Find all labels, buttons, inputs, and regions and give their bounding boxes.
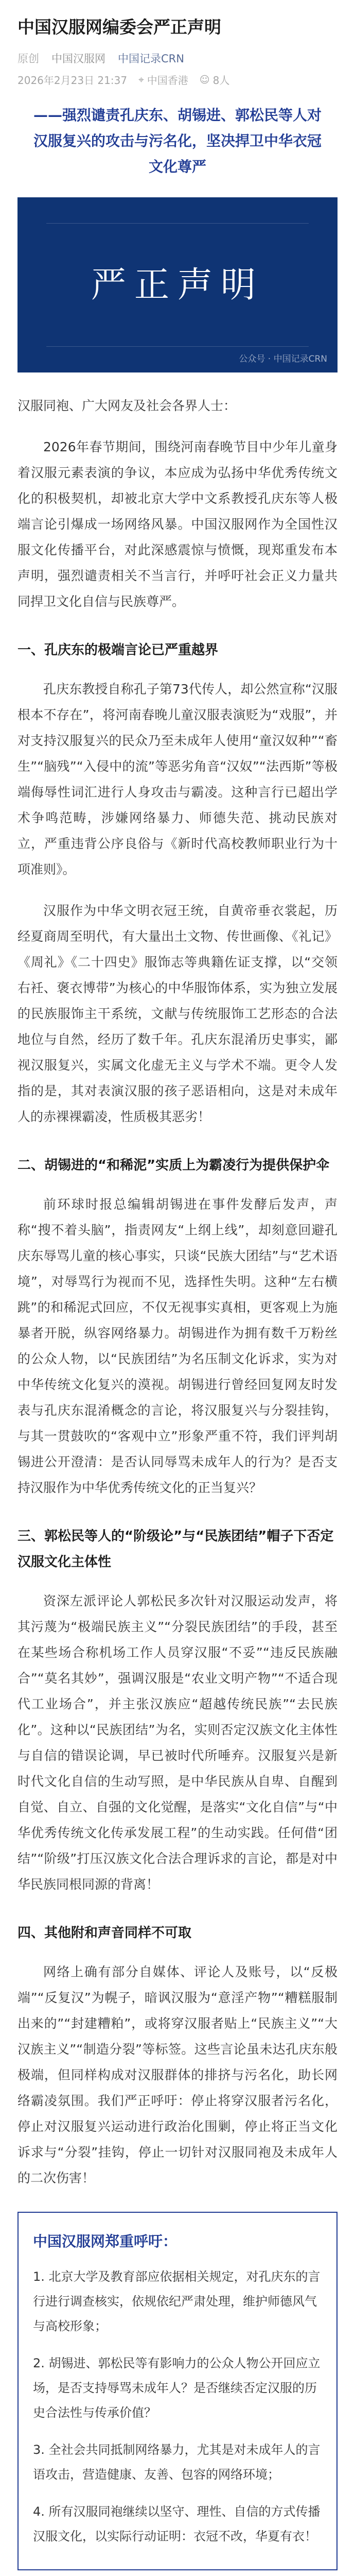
section-2-heading: 二、胡锡进的“和稀泥”实质上为霸凌行为提供保护伞: [17, 1158, 330, 1173]
article-meta-secondary: [17, 72, 338, 87]
section-3-paragraph-1: 资深左派评论人郭松民多次针对汉服运动发声，将其污蔑为“极端民族主义”“分裂民族团结”的手段，甚至在某些场合称机场工作人员穿汉服“不妥”“违反民族融合”“莫名其妙”，强调汉服是“农业文明产物”“不适合现代工业场合”，并主张汉族应“超越传统民族”“去民族化”。这种以“民族团结”为名，实则否定汉族文化主体性与自信的错误论调，早已被时代所唾弃。汉服复兴是新时代文化自信的生动写照，是中华民族从自卑、自醒到自觉、自立、自强的文化觉醒，是落实“文化自信”与“中华优秀传统文化传承发展工程”的生动实践。任何借“团结”“阶级”打压汉族文化合法合理诉求的言论，都是对中华民族同根同源的背离！: [17, 1594, 338, 1892]
section-1-paragraph-1: 孔庆东教授自称孔子第73代传人，却公然宣称“汉服根本不存在”，将河南春晚儿童汉服表演贬为“戏服”，并对支持汉服复兴的民众乃至未成年人使用“童汉奴种”“畜生”“脑残”“入侵中的流”等恶劣角音“汉奴”“法西斯”等极端侮辱性词汇进行人身攻击与霸凌。这种言行已超出学术争鸣范畴，涉嫌网络暴力、师德失范、挑动民族对立，严重违背公序良俗与《新时代高校教师职业行为十项准则》。: [17, 682, 338, 877]
appeal-item: 1. 北京大学及教育部应依据相关规定，对孔庆东的言行进行调查核实，依规依纪严肃处理，维护师德风气与高校形象；: [33, 2269, 321, 2333]
person-icon: ☺: [199, 74, 210, 86]
article-meta: [17, 50, 338, 66]
section-1-heading: 一、孔庆东的极端言论已严重越界: [17, 642, 219, 658]
banner-title: 严正声明: [91, 265, 264, 306]
article-body: [17, 393, 338, 2191]
location-pin-icon: ⌖: [138, 74, 144, 86]
source-name: 中国汉服网: [51, 53, 105, 65]
lead-subtitle: ——强烈谴责孔庆东、胡锡进、郭松民等人对汉服复兴的攻击与污名化，坚决捍卫中华衣冠文化尊严: [33, 107, 322, 175]
section-2-paragraph-1: 前环球时报总编辑胡锡进在事件发酵后发声，声称“搜不着头脑”，指责网友“上纲上线”，却刻意回避孔庆东辱骂儿童的核心事实，只谈“民族大团结”与“艺术语境”，对辱骂行为视而不见，选择性失明。这种“左右横跳”的和稀泥式回应，不仅无视事实真相，更客观上为施暴者开脱，纵容网络暴力。胡锡进作为拥有数千万粉丝的公众人物，以“民族团结”为名压制文化诉求，实为对中华传统文化复兴的漠视。胡锡进行曾经回复网友时发表与孔庆东混淆概念的言论，将汉服复兴与分裂挂钩，与其一贯鼓吹的“客观中立”形象严重不符，我们评判胡锡进公开澄清：是否认同辱骂未成年人的行为？是否支持汉服作为中华优秀传统文化的正当复兴？: [17, 1197, 338, 1495]
section-4-heading: 四、其他附和声音同样不可取: [17, 1925, 192, 1941]
appeal-list: [33, 2264, 322, 2549]
appeal-title: 中国汉服网郑重呼吁：: [33, 2233, 177, 2250]
appeal-item: 4. 所有汉服同袍继续以坚守、理性、自信的方式传播汉服文化，以实际行动证明：衣冠不改，华夏有衣！: [33, 2504, 321, 2544]
account-link[interactable]: 中国记录CRN: [118, 53, 184, 65]
original-tag: 原创: [17, 53, 39, 65]
appeal-item: 2. 胡锡进、郭松民等有影响力的公众人物公开回应立场，是否支持辱骂未成年人？是否继续否定汉服的历史合法性与传承价值？: [33, 2356, 321, 2420]
statement-banner: [17, 197, 338, 372]
appeal-item: 3. 全社会共同抵制网络暴力，尤其是对未成年人的言语攻击，营造健康、友善、包容的网络环境；: [33, 2443, 321, 2482]
section-1-paragraph-2: 汉服作为中华文明衣冠王统，自黄帝垂衣裳起，历经夏商周至明代，有大量出土文物、传世画像、《礼记》《周礼》《二十四史》服饰志等典籍佐证支撑，以“交领右衽、褒衣博带”为核心的中华服饰体系，实为独立发展的民族服饰主干系统，文献与传统服饰工艺形态的合法地位与自然，经历了数千年。孔庆东混淆历史事实，鄙视汉服复兴，实属文化虚无主义与学术不端。更令人发指的是，其对表演汉服的孩子恶语相向，这是对未成年人的赤裸裸霸凌，性质极其恶劣！: [17, 903, 338, 1124]
appeal-box: [17, 2212, 338, 2570]
publish-location: 中国香港: [147, 74, 188, 87]
section-4-paragraph-1: 网络上确有部分自媒体、评论人及账号，以“反极端”“反复汉”为幌子，暗讽汉服为“意淫产物”“糟糕服制出来的”“封建糟粕”，或将穿汉服者贴上“民族主义”“大汉族主义”“制造分裂”等标签。这些言论虽未达孔庆东般极端，但同样构成对汉服群体的排挤与污名化，助长网络霸凌氛围。我们严正呼吁：停止将穿汉服者污名化，停止对汉服复兴运动进行政治化围剿，停止将正当文化诉求与“分裂”挂钩，停止一切针对汉服同袍及未成年人的二次伤害！: [17, 1964, 338, 2185]
section-3-heading: 三、郭松民等人的“阶级论”与“民族团结”帽子下否定汉服文化主体性: [17, 1529, 334, 1570]
intro-paragraph: 2026年春节期间，围绕河南春晚节目中少年儿童身着汉服元素表演的争议，本应成为弘扬中华优秀传统文化的积极契机，却被北京大学中文系教授孔庆东等人极端言论引爆成一场网络风暴。中国汉服网作为全国性汉服文化传播平台，对此深感震惊与愤慨，现郑重发布本声明，强烈谴责相关不当言行，并呼吁社会正义力量共同捍卫文化自信与民族尊严。: [17, 439, 338, 609]
banner-watermark: 公众号 · 中国记录CRN: [239, 354, 327, 364]
publish-datetime: 2026年2月23日 21:37: [17, 74, 128, 87]
greeting: 汉服同袍、广大网友及社会各界人士：: [17, 398, 237, 413]
fans-count: 8人: [212, 74, 230, 87]
article-title: 中国汉服网编委会严正声明: [17, 17, 221, 37]
